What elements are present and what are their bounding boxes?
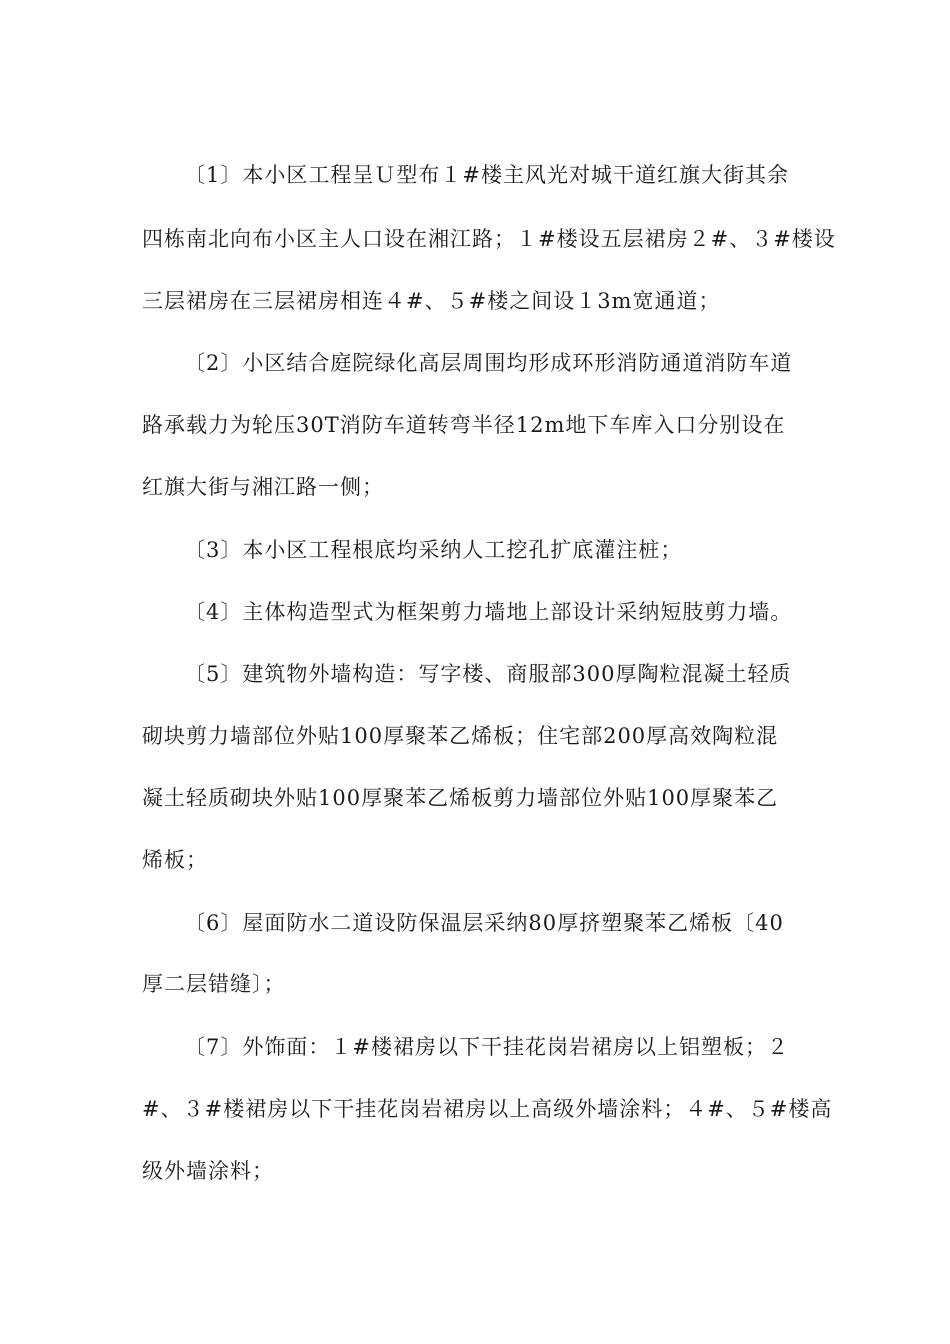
text-line-10: 砌块剪力墙部位外贴100厚聚苯乙烯板；住宅部200厚高效陶粒混	[142, 724, 779, 748]
text-line-3: 三层裙房在三层裙房相连４#、５#楼之间设１3m宽通道；	[142, 289, 721, 313]
text-line-4: 〔2〕小区结合庭院绿化高层周围均形成环形消防通道消防车道	[184, 351, 793, 375]
text-line-12: 烯板；	[142, 848, 208, 872]
text-line-1: 〔1〕本小区工程呈Ｕ型布１#楼主风光对城干道红旗大街其余	[184, 163, 789, 187]
text-line-17: 级外墙涂料；	[142, 1159, 274, 1183]
text-line-15: 〔7〕外饰面：１#楼裙房以下干挂花岗岩裙房以上铝塑板；２	[184, 1035, 789, 1059]
text-line-11: 凝土轻质砌块外贴100厚聚苯乙烯板剪力墙部位外贴100厚聚苯乙	[142, 786, 779, 810]
text-line-2: 四栋南北向布小区主人口设在湘江路；１#楼设五层裙房２#、３#楼设	[142, 227, 836, 251]
text-line-7: 〔3〕本小区工程根底均采纳人工挖孔扩底灌注桩；	[184, 538, 683, 562]
text-line-8: 〔4〕主体构造型式为框架剪力墙地上部设计采纳短肢剪力墙。	[184, 600, 793, 624]
text-line-14: 厚二层错缝〕；	[142, 972, 286, 996]
text-line-16: #、３#楼裙房以下干挂花岗岩裙房以上高级外墙涂料；４#、５#楼高	[142, 1097, 833, 1121]
text-line-6: 红旗大街与湘江路一侧；	[142, 475, 384, 499]
text-line-5: 路承载力为轮压30T消防车道转弯半径12m地下车库入口分别设在	[142, 413, 786, 437]
text-line-9: 〔5〕建筑物外墙构造：写字楼、商服部300厚陶粒混凝土轻质	[184, 662, 792, 686]
text-line-13: 〔6〕屋面防水二道设防保温层采纳80厚挤塑聚苯乙烯板〔40	[184, 911, 784, 935]
